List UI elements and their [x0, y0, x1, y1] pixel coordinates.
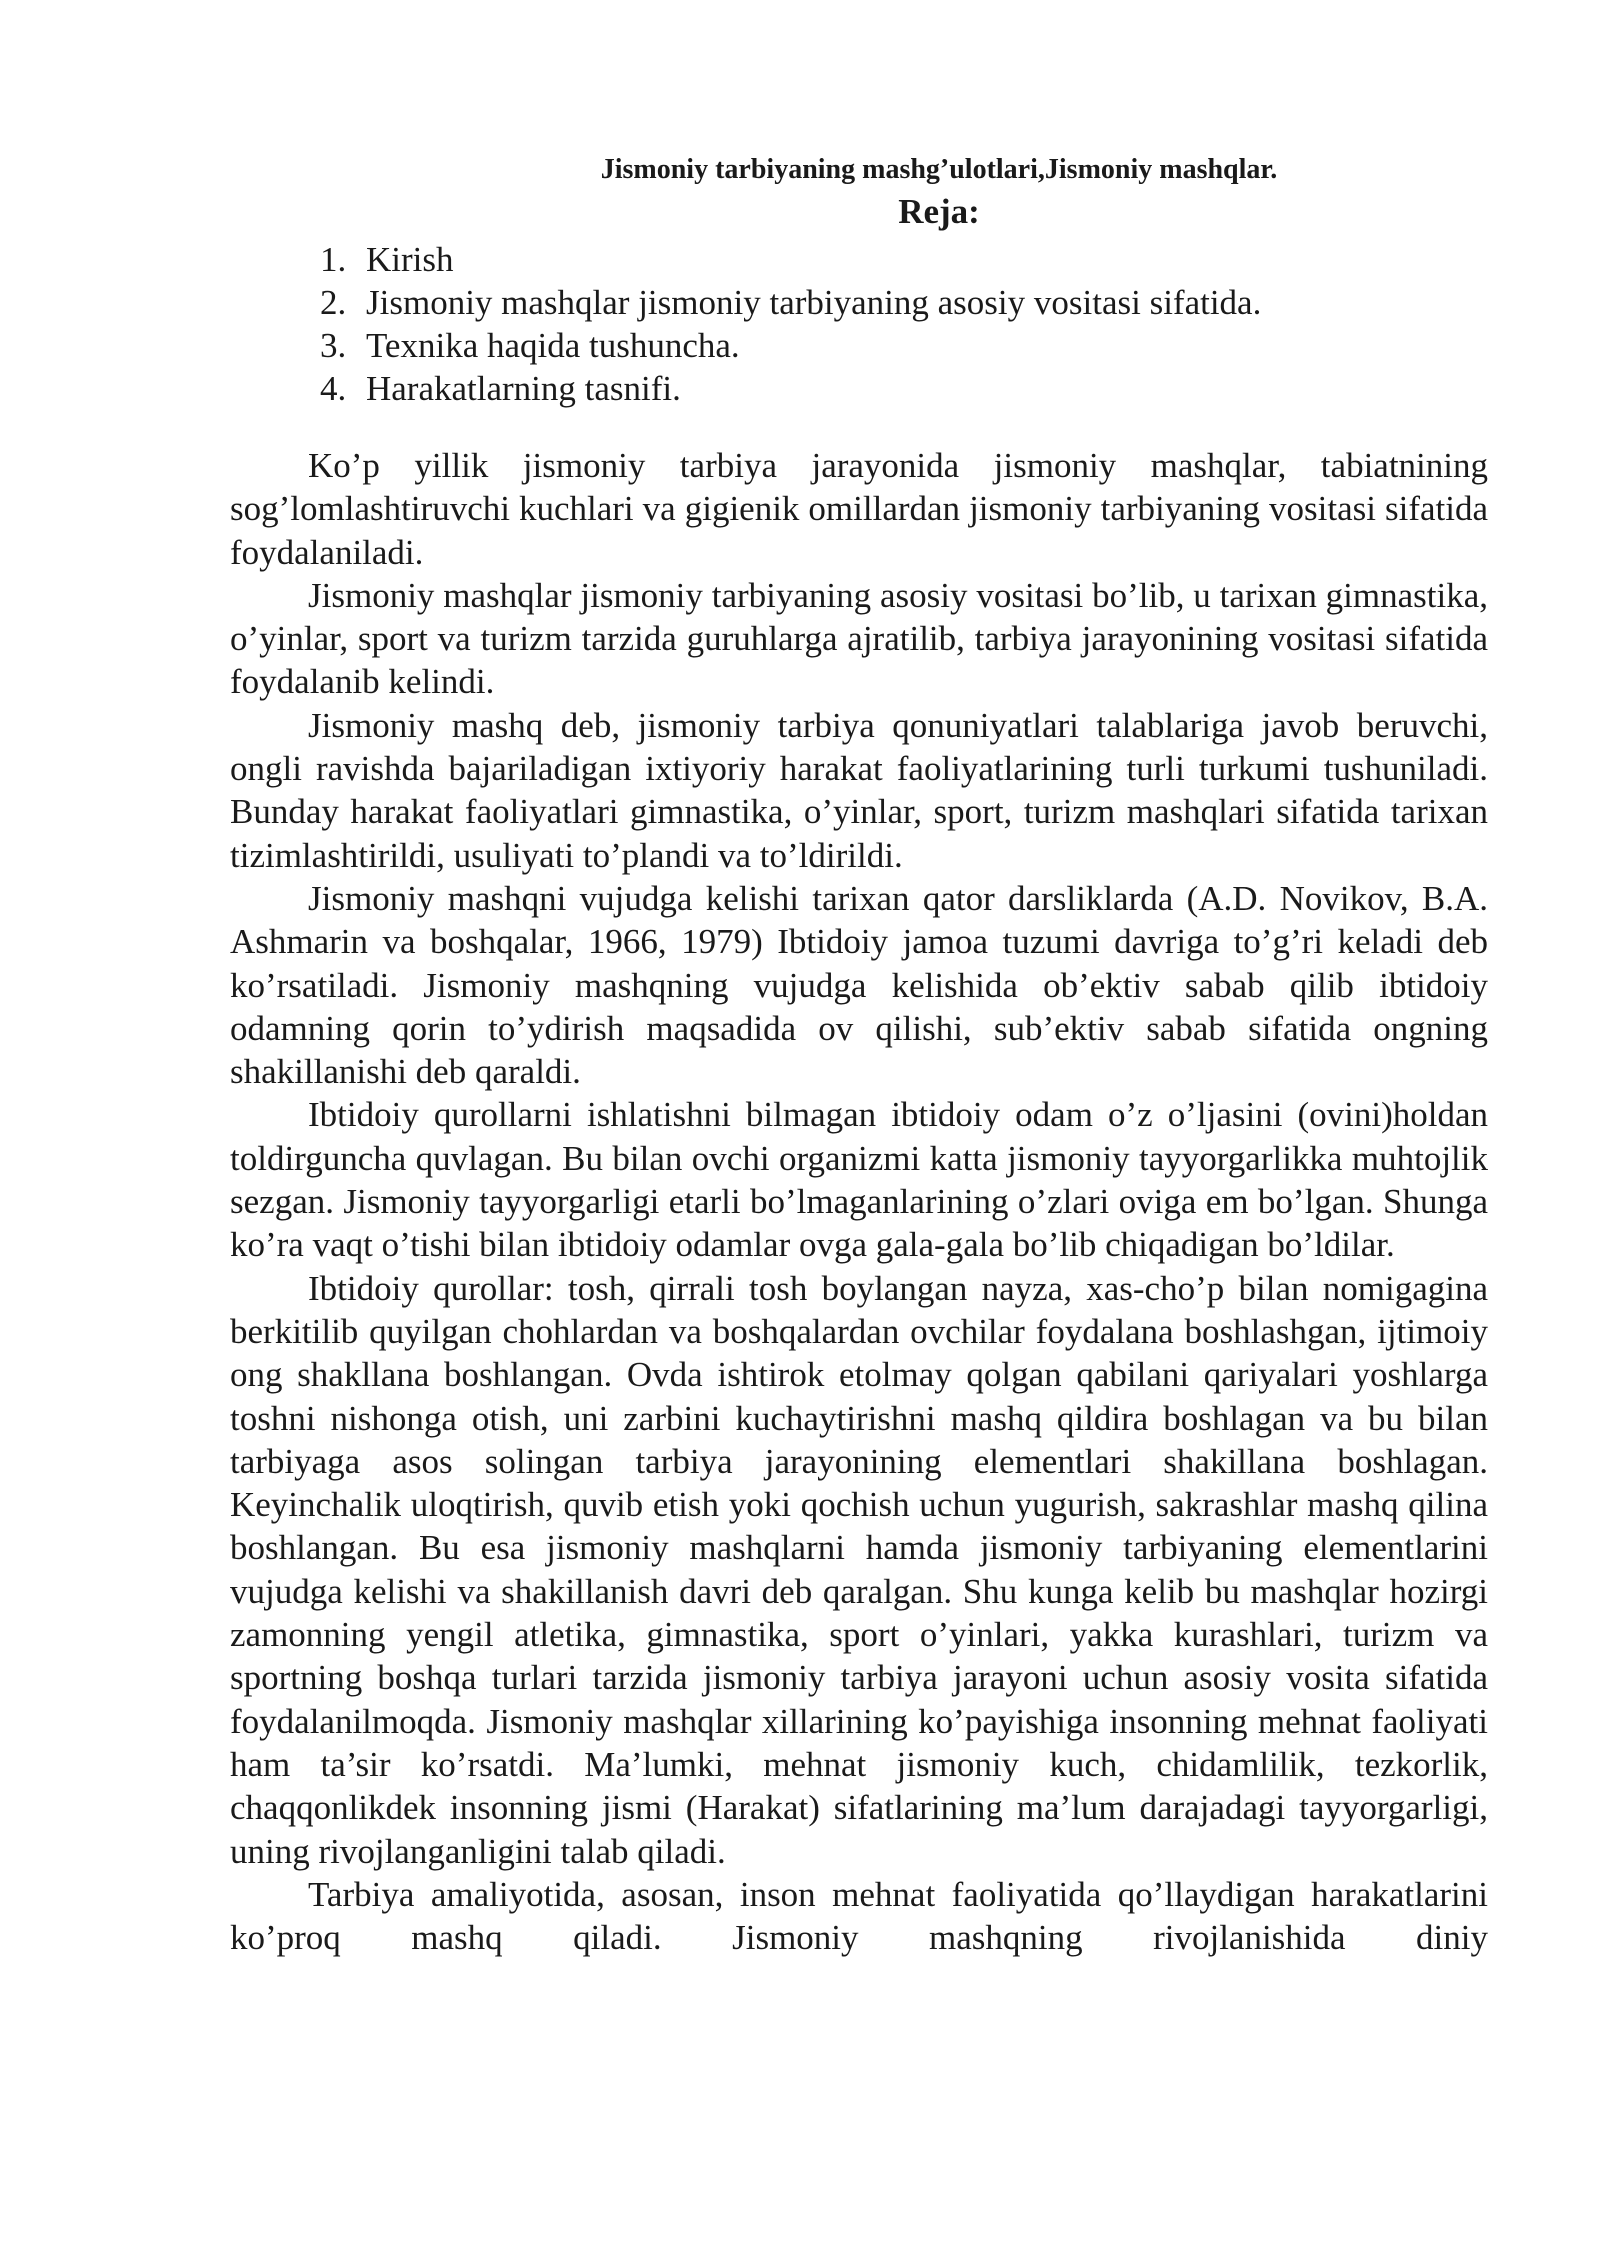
plan-item: [320, 238, 1488, 281]
body-paragraph: Jismoniy mashqlar jismoniy tarbiyaning asosiy vositasi bo’lib, u tarixan gimnastika, o’yinlar, sport va turizm tarzida guruhlarga ajratilib, tarbiya jarayonining vositasi sifatida foydalanib kelindi.: [230, 575, 1488, 702]
body-paragraph: Tarbiya amaliyotida, asosan, inson mehnat faoliyatida qo’llaydigan harakatlarini ko’proq mashq qiladi. Jismoniy mashqning rivojlanishida diniy: [230, 1874, 1488, 1958]
plan-item: [320, 281, 1488, 324]
body-paragraph: Ko’p yillik jismoniy tarbiya jarayonida jismoniy mashqlar, tabiatnining sog’lomlashtiruvchi kuchlari va gigienik omillardan jismoniy tarbiyaning vositasi sifatida foydalaniladi.: [230, 446, 1488, 572]
plan-item-number: 3.: [320, 326, 347, 365]
body-paragraph: Ibtidoiy qurollar: tosh, qirrali tosh boylangan nayza, xas-cho’p bilan nomigagina berkitilib quyilgan chohlardan va boshqalardan ovchilar foydalana boshlashgan, ijtimoiy ong shakllana boshlangan. Ovda ishtirok etolmay qolgan qabilani qariyalari yoshlarga toshni nishonga otish, uni zarbini kuchaytirishni mashq qildira boshlagan va bu bilan tarbiyaga asos solingan tarbiya jarayonining elementlari shakillana boshlagan. Keyinchalik uloqtirish, quvib etish yoki qochish uchun yugurish, sakrashlar mashq qilina boshlangan. Bu esa jismoniy mashqlarni hamda jismoniy tarbiyaning elementlarini vujudga kelishi va shakillanish davri deb qaralgan. Shu kunga kelib bu mashqlar hozirgi zamonning yengil atletika, gimnastika, sport o’yinlari, yakka kurashlari, turizm va sportning boshqa turlari tarzida jismoniy tarbiya jarayoni uchun asosiy vosita sifatida foydalanilmoqda. Jismoniy mashqlar xillarining ko’payishiga insonning mehnat faoliyati ham ta’sir ko’rsatdi. Ma’lumki, mehnat jismoniy kuch, chidamlilik, tezkorlik, chaqqonlikdek insonning jismi (Harakat) sifatlarining ma’lum darajadagi tayyorgarligi, uning rivojlanganligini talab qiladi.: [230, 1268, 1488, 1871]
document-page: [230, 150, 1488, 1959]
plan-item-text: Texnika haqida tushuncha.: [366, 326, 740, 365]
plan-item-text: Kirish: [366, 240, 454, 279]
plan-item-number: 1.: [320, 240, 347, 279]
body-paragraph: Ibtidoiy qurollarni ishlatishni bilmagan ibtidoiy odam o’z o’ljasini (ovini)holdan toldirguncha quvlagan. Bu bilan ovchi organizmi katta jismoniy tayyorgarlikka muhtojlik sezgan. Jismoniy tayyorgarligi etarli bo’lmaganlarining o’zlari oviga em bo’lgan. Shunga ko’ra vaqt o’tishi bilan ibtidoiy odamlar ovga gala-gala bo’lib chiqadigan bo’ldilar.: [230, 1095, 1488, 1265]
plan-item-text: Harakatlarning tasnifi.: [366, 369, 681, 408]
plan-list: [320, 238, 1488, 410]
body-paragraph: Jismoniy mashqni vujudga kelishi tarixan qator darsliklarda (A.D. Novikov, B.A. Ashmarin va boshqalar, 1966, 1979) Ibtidoiy jamoa tuzumi davriga to’g’ri keladi deb ko’rsatiladi. Jismoniy mashqning vujudga kelishida ob’ektiv sabab qilib ibtidoiy odamning qorin to’ydirish maqsadida ov qilishi, sub’ektiv sabab sifatida ongning shakillanishi deb qaraldi.: [230, 878, 1488, 1092]
plan-item-text: Jismoniy mashqlar jismoniy tarbiyaning asosiy vositasi sifatida.: [366, 283, 1262, 322]
plan-item: [320, 367, 1488, 410]
plan-item-number: 2.: [320, 283, 347, 322]
plan-item-number: 4.: [320, 369, 347, 408]
plan-heading: Reja:: [898, 192, 980, 231]
document-title: Jismoniy tarbiyaning mashg’ulotlari,Jismoniy mashqlar.: [600, 154, 1278, 185]
body-paragraph: Jismoniy mashq deb, jismoniy tarbiya qonuniyatlari talablariga javob beruvchi, ongli ravishda bajariladigan ixtiyoriy harakat faoliyatlarining turli turkumi tushuniladi. Bunday harakat faoliyatlari gimnastika, o’yinlar, sport, turizm mashqlari sifatida tarixan tizimlashtirildi, usuliyati to’plandi va to’ldirildi.: [230, 705, 1488, 875]
plan-item: [320, 324, 1488, 367]
